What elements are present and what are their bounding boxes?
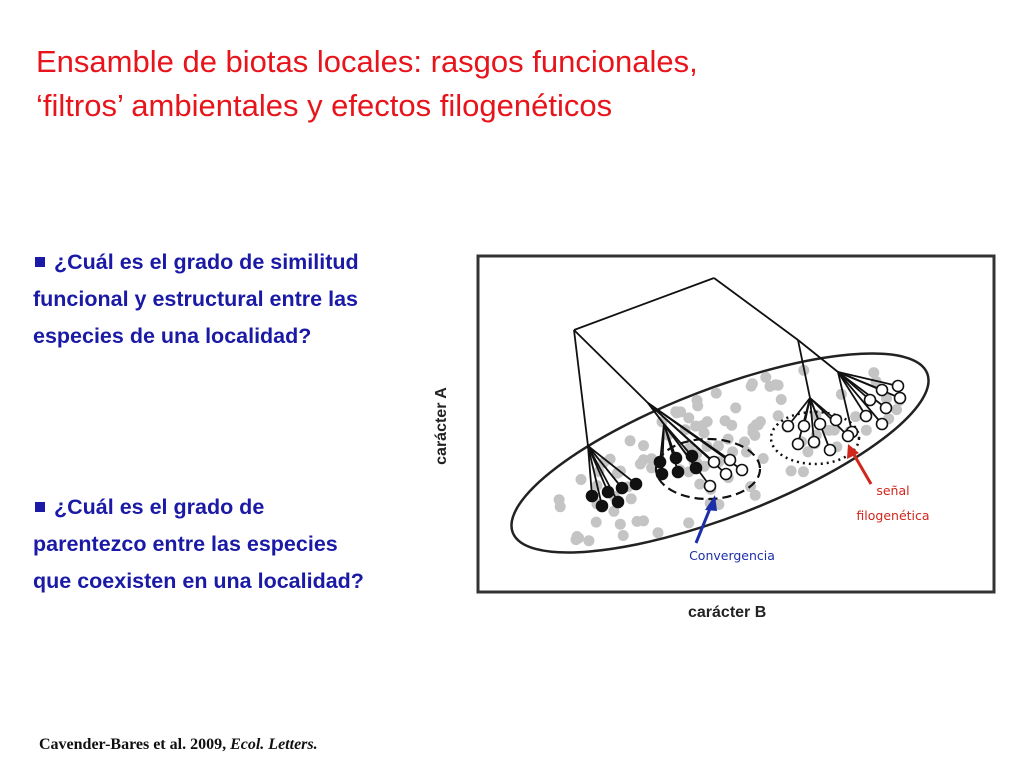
x-axis-label: carácter B: [688, 604, 767, 621]
phylogenetic-signal-label-line-1: señal: [876, 483, 910, 498]
white-species-tip: [893, 381, 904, 392]
species-pool-point: [638, 440, 649, 451]
black-species-tip: [617, 483, 628, 494]
species-pool-point: [618, 530, 629, 541]
bullet-square-icon: [35, 502, 45, 512]
species-pool-point: [671, 407, 682, 418]
white-species-tip: [737, 465, 748, 476]
white-species-tip: [825, 445, 836, 456]
species-pool-point: [615, 519, 626, 530]
species-pool-point: [694, 479, 705, 490]
species-pool-point: [576, 474, 587, 485]
species-pool-point: [773, 380, 784, 391]
species-pool-point: [699, 427, 710, 438]
phylogenetic-signal-label-line-2: filogenética: [856, 508, 930, 523]
white-species-tip: [843, 431, 854, 442]
species-pool-point: [572, 531, 583, 542]
white-species-tip: [831, 415, 842, 426]
species-pool-point: [626, 493, 637, 504]
question-1-line-3: especies de una localidad?: [33, 324, 312, 348]
species-pool-point: [861, 425, 872, 436]
y-axis-label: carácter A: [433, 387, 450, 465]
slide-title: [36, 40, 936, 128]
question-1-line-1: ¿Cuál es el grado de similitud: [33, 244, 359, 281]
black-species-tip: [587, 491, 598, 502]
species-pool-point: [850, 411, 861, 422]
species-pool-point: [730, 402, 741, 413]
white-species-tip: [783, 421, 794, 432]
black-species-tip: [597, 501, 608, 512]
question-1-line-2: funcional y estructural entre las: [33, 287, 358, 311]
species-pool-point: [583, 535, 594, 546]
white-species-tip: [861, 411, 872, 422]
white-species-tip: [793, 439, 804, 450]
species-pool-point: [750, 490, 761, 501]
trait-phylogeny-diagram: [470, 248, 1010, 598]
species-pool-point: [749, 430, 760, 441]
black-species-tip: [687, 451, 698, 462]
species-pool-point: [746, 381, 757, 392]
species-pool-point: [723, 434, 734, 445]
question-2-line-2: parentezco entre las especies: [33, 532, 338, 556]
white-species-tip: [799, 421, 810, 432]
bullet-square-icon: [35, 257, 45, 267]
white-species-tip: [877, 385, 888, 396]
species-pool-point: [683, 517, 694, 528]
species-pool-point: [720, 415, 731, 426]
question-phylogenetic-relatedness: [33, 489, 364, 600]
species-pool-point: [755, 416, 766, 427]
title-line-1: Ensamble de biotas locales: rasgos funcionales,: [36, 44, 698, 79]
species-pool-point: [554, 494, 565, 505]
black-species-tip: [631, 479, 642, 490]
black-species-tip: [673, 467, 684, 478]
species-pool-point: [638, 454, 649, 465]
white-species-tip: [705, 481, 716, 492]
convergence-label: Convergencia: [689, 548, 775, 563]
white-species-tip: [725, 455, 736, 466]
black-species-tip: [691, 463, 702, 474]
species-pool-point: [798, 466, 809, 477]
question-2-line-1: ¿Cuál es el grado de: [33, 489, 364, 526]
white-species-tip: [877, 419, 888, 430]
black-species-tip: [613, 497, 624, 508]
question-functional-similarity: [33, 244, 359, 355]
white-species-tip: [895, 393, 906, 404]
white-species-tip: [709, 457, 720, 468]
white-species-tip: [881, 403, 892, 414]
black-species-tip: [603, 487, 614, 498]
species-pool-point: [625, 435, 636, 446]
citation-journal: Ecol. Letters.: [230, 736, 318, 753]
white-species-tip: [865, 395, 876, 406]
white-species-tip: [721, 469, 732, 480]
species-pool-point: [632, 516, 643, 527]
species-pool-point: [776, 394, 787, 405]
species-pool-point: [692, 400, 703, 411]
black-species-tip: [655, 457, 666, 468]
species-pool-point: [786, 465, 797, 476]
species-pool-point: [868, 367, 879, 378]
black-species-tip: [657, 469, 668, 480]
white-species-tip: [809, 437, 820, 448]
species-pool-point: [591, 517, 602, 528]
species-pool-point: [653, 527, 664, 538]
citation: [39, 736, 318, 754]
species-pool-point: [711, 388, 722, 399]
citation-authors: Cavender-Bares et al. 2009,: [39, 736, 227, 753]
black-species-tip: [671, 453, 682, 464]
title-line-2: ‘filtros’ ambientales y efectos filogenéticos: [36, 88, 613, 123]
species-pool-point: [683, 412, 694, 423]
question-2-line-3: que coexisten en una localidad?: [33, 569, 364, 593]
white-species-tip: [815, 419, 826, 430]
